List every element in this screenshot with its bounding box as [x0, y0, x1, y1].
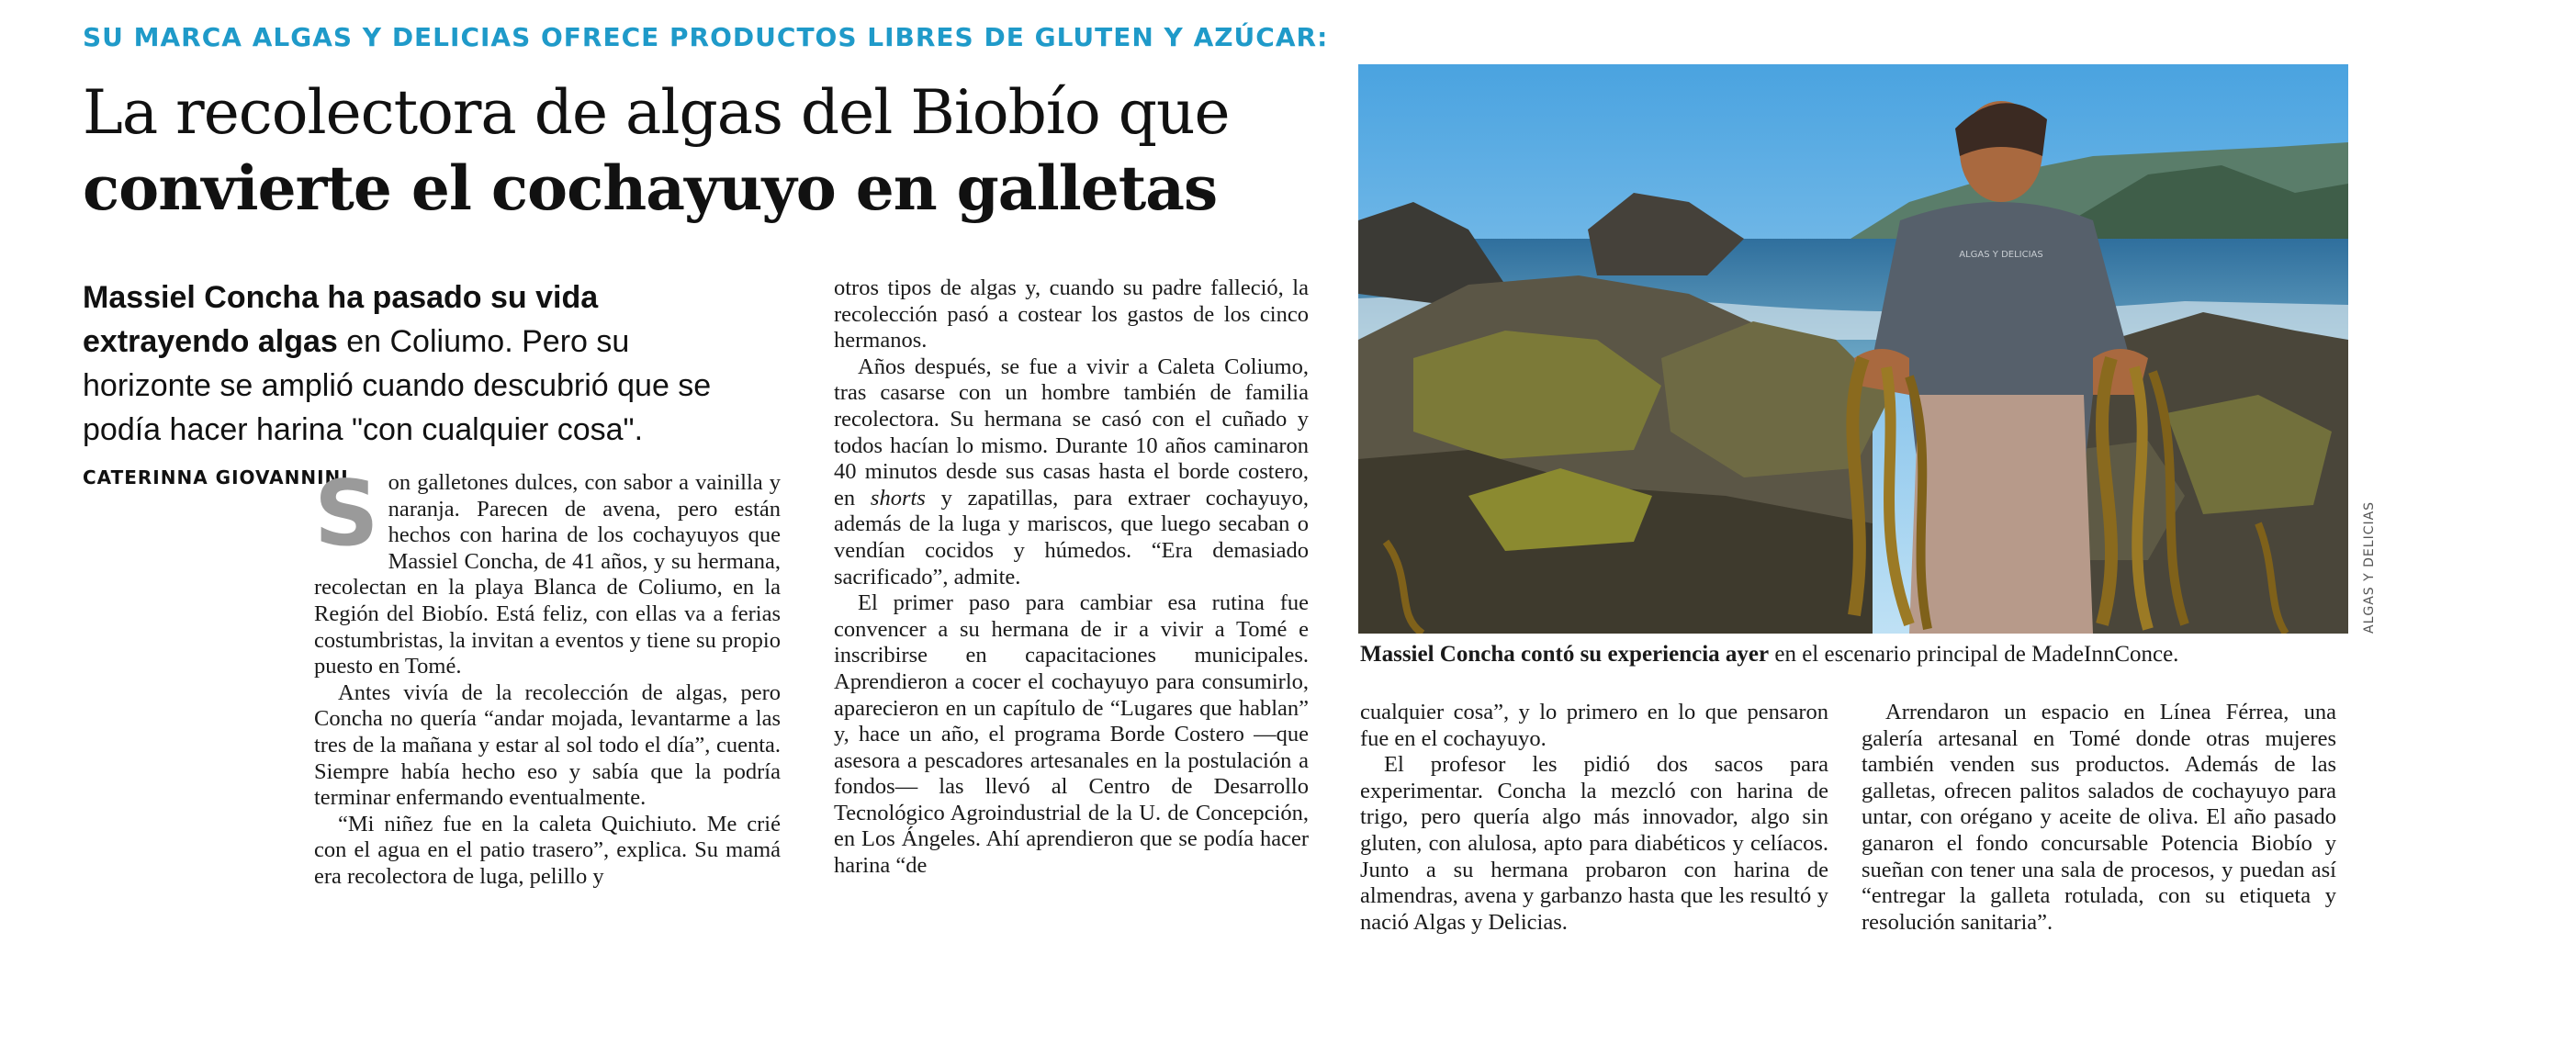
paragraph-5: El primer paso para cambiar esa rutina fue convencer a su hermana de ir a vivir a Tomé e inscribirse en capacitaciones municipales. Aprendieron a cocer el cochayuyo para consumirlo, aparecieron en un capítulo de “Lugares que hablan” y, hace un año, el programa Borde Costero —que asesora a pescadores artesanales en la postulación a fondos— las llevó al Centro de Desarrollo Tecnológico Agroindustrial de la U. de Concepción, en Los Ángeles. Ahí aprendieron que se podía hacer harina “de	[834, 590, 1309, 879]
kicker: SU MARCA ALGAS Y DELICIAS OFRECE PRODUCTOS LIBRES DE GLUTEN Y AZÚCAR:	[83, 22, 1329, 52]
byline: CATERINNA GIOVANNINI	[83, 466, 349, 488]
caption-lead: Massiel Concha contó su experiencia ayer	[1360, 642, 1770, 667]
paragraph-3: “Mi niñez fue en la caleta Quichiuto. Me crié con el agua en el patio trasero”, explica. Su mamá era recolectora de luga, pelillo y	[314, 811, 781, 889]
headline-line-1: La recolectora de algas del Biobío que	[83, 77, 1230, 148]
caption-text: en el escenario principal de MadeInnConce.	[1769, 642, 2179, 667]
shirt-logo-text: ALGAS Y DELICIAS	[1959, 250, 2043, 260]
paragraph-6: El profesor les pidió dos sacos para experimentar. Concha la mezcló con harina de trigo, pero quería algo más innovador, algo sin gluten, con alulosa, apto para diabéticos y celíacos. Junto a su hermana probaron con harina de almendras, avena y garbanzo hasta que les resultó y nació Algas y Delicias.	[1360, 752, 1828, 935]
deck-lead: Massiel Concha ha pasado su vida extrayendo algas	[83, 280, 599, 359]
deck	[83, 275, 744, 500]
paragraph-1-text: on galletones dulces, con sabor a vainilla y naranja. Parecen de avena, pero están hechos con harina de los cochayuyos que Massiel Concha, de 41 años, y su hermana, recolectan en la playa Blanca de Coliumo, en la Región del Biobío. Está feliz, con ellas va a ferias costumbristas, la invitan a eventos y tiene su propio puesto en Tomé.	[314, 470, 781, 679]
photo-caption	[1360, 639, 2350, 670]
article-column-4	[1862, 700, 2336, 936]
paragraph-2: Antes vivía de la recolección de algas, pero Concha no quería “andar mojada, levantarme a las tres de la mañana y estar al sol todo el día”, cuenta. Siempre había hecho eso y sabía que la podría terminar enfermando eventualmente.	[314, 679, 781, 811]
article-column-1	[314, 462, 781, 891]
headline-line-2: convierte el cochayuyo en galletas	[83, 152, 1218, 224]
headline	[83, 75, 1230, 226]
paragraph-4-text: Años después, se fue a vivir a Caleta Coliumo, tras casarse con un hombre también de familia recolectora. Su hermana se casó con el cuñado y todos hacían lo mismo. Durante 10 años caminaron 40 minutos desde sus casas hasta el borde costero, en	[834, 354, 1309, 511]
photo-credit: ALGAS Y DELICIAS	[2362, 500, 2377, 634]
paragraph-7: Arrendaron un espacio en Línea Férrea, una galería artesanal en Tomé donde otras mujeres también venden sus productos. Además de las galletas, ofrecen palitos salados de cochayuyo para untar, con orégano y aceite de oliva. El año pasado ganaron el fondo concursable Potencia Biobío y sueñan con tener una sala de procesos, y puedan así “entregar la galleta rotulada, con su etiqueta y resolución sanitaria”.	[1862, 700, 2336, 935]
paragraph-3-continued: otros tipos de algas y, cuando su padre falleció, la recolección pasó a costear los gastos de los cinco hermanos.	[834, 275, 1309, 354]
paragraph-4-text-end: y zapatillas, para extraer cochayuyo, además de la luga y mariscos, que luego secaban o vendían cocidos y húmedos. “Era demasiado sacrificado”, admite.	[834, 485, 1309, 589]
article-column-3	[1360, 700, 1828, 936]
paragraph-5-continued: cualquier cosa”, y lo primero en lo que pensaron fue en el cochayuyo.	[1360, 700, 1828, 751]
photo-illustration	[1358, 64, 2348, 634]
paragraph-1	[314, 462, 781, 680]
dropcap: S	[314, 462, 379, 567]
photo-seaweed-collector	[1358, 64, 2348, 634]
paragraph-4	[834, 354, 1309, 590]
paragraph-4-emphasis: shorts	[870, 485, 926, 511]
deck-text: en Coliumo. Pero su horizonte se amplió cuando descubrió que se podía hacer harina "con cualquier cosa".	[83, 324, 712, 447]
article-column-2	[834, 275, 1309, 880]
